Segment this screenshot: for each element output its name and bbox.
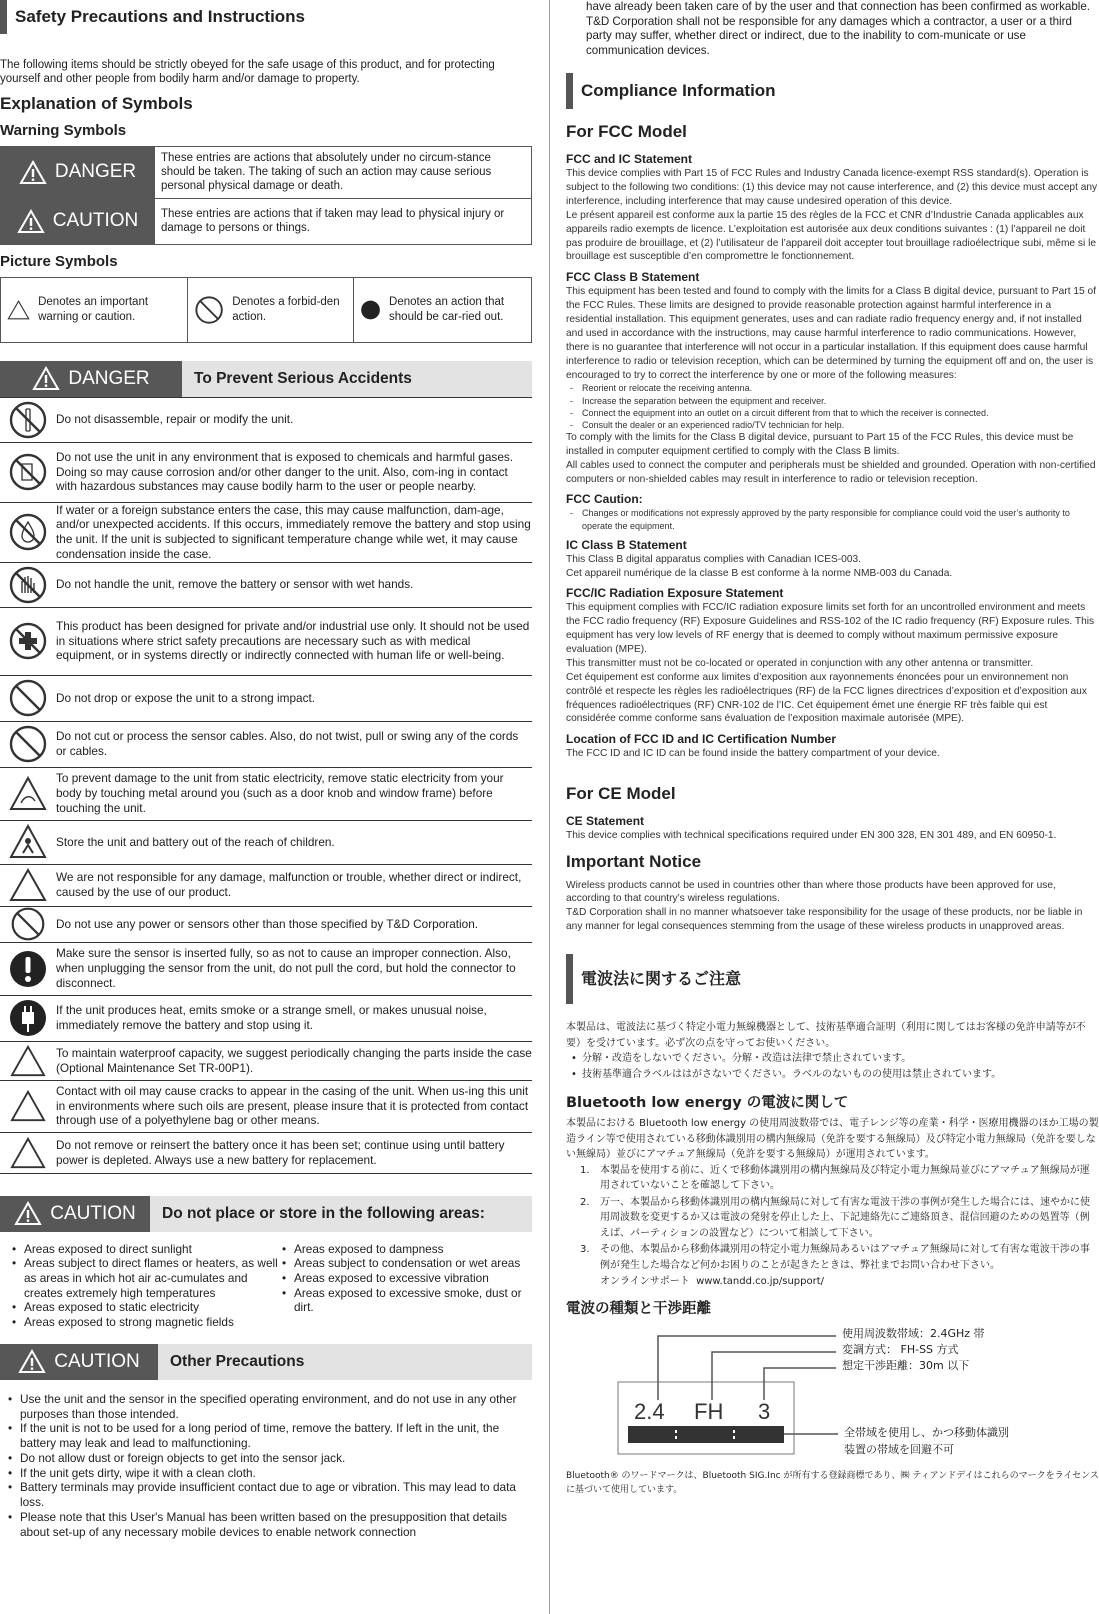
class-b-after-2: All cables used to connect the computer and peripherals must be shielded and grounded. Operation with non-certified computers or non-shielded cables may result in interference to radio or television reception. xyxy=(566,459,1096,485)
fcc-model-heading: For FCC Model xyxy=(566,121,687,141)
list-item: • 分解・改造をしないでください。分解・改造は法律で禁止されています。 xyxy=(566,1051,1099,1067)
unplug-icon xyxy=(8,998,48,1038)
jp-intro: 本製品は、電波法に基づく特定小電力無線機器として、技術基準適合証明（利用に関してはお客様の免許申請等が不要）を受けています。必ず次の点を守ってお使いください。 xyxy=(566,1022,1086,1049)
warning-symbols-heading: Warning Symbols xyxy=(0,122,127,139)
picture-cell-forbidden xyxy=(188,278,354,342)
code-modulation: FH xyxy=(694,1398,724,1424)
item-number: 2. xyxy=(580,1196,590,1208)
warning-symbols-table xyxy=(0,146,532,245)
class-b-after-1: To comply with the limits for the Class B digital device, pursuant to Part 15 of the FCC Rules, this device must be installed in computer equipment certified to comply with the Class B limits. xyxy=(566,431,1074,457)
prohibition-icon xyxy=(10,906,46,942)
trademark-note: Bluetooth® のワードマークは、Bluetooth SIG.Inc が所有する登録商標であり、㈱ ティアンドデイはこれらのマークをライセンスに基づいて使用しています。 xyxy=(566,1470,1099,1495)
list-item: • Battery terminals may provide insufficient contact due to age or vibration. This may lead to data loss. xyxy=(8,1480,532,1509)
ic-class-b-fr: Cet appareil numérique de la classe B est conforme à la norme NMB-003 du Canada. xyxy=(566,567,953,579)
danger-item xyxy=(0,1133,532,1174)
danger-item-text: Do not drop or expose the unit to a strong impact. xyxy=(56,690,316,705)
danger-item xyxy=(0,1042,532,1081)
support-label: オンラインサポート xyxy=(600,1276,690,1288)
support-line xyxy=(566,1274,1099,1290)
ce-text: This device complies with technical specifications required under EN 300 328, EN 301 489, and EN 60950-1. xyxy=(566,830,1057,842)
column-divider xyxy=(549,0,550,1614)
child-warning-icon xyxy=(8,823,48,861)
list-item xyxy=(580,1195,1099,1242)
picture-forbidden-text: Denotes a forbid-den action. xyxy=(232,296,340,323)
static-electricity-icon xyxy=(8,775,48,813)
ce-heading: CE Statement xyxy=(566,814,645,829)
storage-list-right xyxy=(282,1242,522,1330)
fcc-ic-heading: FCC and IC Statement xyxy=(566,152,693,167)
list-item: • Areas exposed to strong magnetic fields xyxy=(12,1315,282,1330)
danger-item xyxy=(0,996,532,1042)
danger-item xyxy=(0,443,532,503)
warning-row-danger xyxy=(1,147,531,199)
jp-bullets xyxy=(566,1051,1099,1082)
support-link[interactable]: www.tandd.co.jp/support/ xyxy=(696,1276,824,1288)
danger-item xyxy=(0,943,532,996)
danger-banner xyxy=(0,361,532,397)
triangle-warning-icon xyxy=(8,867,48,903)
ce-model-heading: For CE Model xyxy=(566,784,676,804)
safety-intro: The following items should be strictly obeyed for the safe usage of this product, and for protecting yourself and other people from bodily harm and/or damage to property. xyxy=(0,59,495,86)
danger-item-text: Do not remove or reinsert the battery once it has been set; continue using until battery power is depleted. Always use a new battery for replacement. xyxy=(56,1137,505,1167)
danger-item-text: Do not cut or process the sensor cables. Also, do not twist, pull or swing any of the cords or cables. xyxy=(56,729,519,758)
list-item: • If the unit is not to be used for a long period of time, remove the battery. If left in the unit, the battery may leak and lead to malfunctioning. xyxy=(8,1421,532,1450)
picture-symbols-table xyxy=(0,277,532,343)
storage-list-left xyxy=(12,1242,282,1330)
list-item: • Areas exposed to excessive vibration xyxy=(282,1271,522,1286)
list-item: - Consult the dealer or an experienced radio/TV technician for help. xyxy=(566,419,1099,431)
fcc-ic-text-fr: Le présent appareil est conforme aux la partie 15 des règles de la FCC et CNR d’Industrie Canada applicables aux appareils radio exempts de licence. L’exploitation est autorisée aux deux conditions suivantes : (1) l’appareil ne doit pas produire de brouillage, et (2) l’utilisateur de l’appareil doit accepter tout brouillage radioélectrique subi, même si le brouillage est susceptible d’en compromettre le fonctionnement. xyxy=(566,209,1097,263)
warning-triangle-icon xyxy=(18,1349,46,1374)
storage-banner xyxy=(0,1196,532,1232)
storage-banner-label xyxy=(0,1196,150,1232)
danger-item-text: Store the unit and battery out of the reach of children. xyxy=(56,834,335,849)
prohibition-icon xyxy=(8,724,48,764)
important-notice-2: T&D Corporation shall in no manner whatsoever take responsibility for the usage of these products, nor be liable in any manner for legal consequences stemming from the usage of these wireless products in unapproved areas. xyxy=(566,907,1083,933)
list-item: • Use the unit and the sensor in the specified operating environment, and do not use in any other purposes than those intended. xyxy=(8,1392,532,1421)
fcc-caution-heading: FCC Caution: xyxy=(566,492,643,507)
compliance-title: Compliance Information xyxy=(581,81,776,101)
rf-exposure-en-2: This transmitter must not be co-located or operated in conjunction with any other antenna or transmitter. xyxy=(566,657,1034,669)
important-notice-1: Wireless products cannot be used in countries other than where those products have been approved for use, according to that country’s wireless regulations. xyxy=(566,879,1056,905)
danger-item-text: Contact with oil may cause cracks to appear in the casing of the unit. When us-ing this unit in environments where such oils are present, please insure that it is protected from contact through use of a polyethylene bag or other means. xyxy=(56,1083,529,1128)
list-item: • 技術基準適合ラベルははがさないでください。ラベルのないものの使用は禁止されています。 xyxy=(566,1067,1099,1083)
class-b-heading: FCC Class B Statement xyxy=(566,270,700,285)
picture-symbols-heading: Picture Symbols xyxy=(0,252,118,270)
band-note-2: 装置の帯域を回避不可 xyxy=(844,1442,954,1456)
important-notice-heading: Important Notice xyxy=(566,852,702,872)
wave-heading: 電波の種類と干渉距離 xyxy=(566,1300,711,1317)
section-marker xyxy=(566,954,573,1004)
ble-heading: Bluetooth low energy の電波に関して xyxy=(566,1095,849,1112)
list-item: - Connect the equipment into an outlet on a circuit different from that to which the receiver is connected. xyxy=(566,407,1099,419)
danger-item-text: To maintain waterproof capacity, we suggest periodically changing the parts inside the case (Optional Maintenance Set TR-00P1). xyxy=(56,1045,532,1075)
picture-warning-text: Denotes an important warning or caution. xyxy=(38,296,149,323)
location-text: The FCC ID and IC ID can be found inside the battery compartment of your device. xyxy=(566,748,940,760)
caution-description: These entries are actions that if taken may lead to physical injury or damage to persons or things. xyxy=(161,207,505,235)
danger-item-text: To prevent damage to the unit from static electricity, remove static electricity from your body by touching metal around you (such as a door knob and window frame) before touching the unit. xyxy=(56,771,504,815)
rf-exposure-en: This equipment complies with FCC/IC radiation exposure limits set forth for an uncontrolled environment and meets the FCC radio frequency (RF) Exposure Guidelines and RSS-102 of the IC radio frequency (RF) Exposure rules. This equipment has very low levels of RF energy that is deemed to comply without maximum permissive exposure evaluation (MPE). xyxy=(566,602,1095,656)
item-text: 本製品を使用する前に、近くで移動体識別用の構内無線局及び特定小電力無線局並びにアマチュア無線局が運用されていないことを確認して下さい。 xyxy=(600,1164,1090,1192)
symbols-heading: Explanation of Symbols xyxy=(0,93,193,113)
list-item: • Areas exposed to excessive smoke, dust or dirt. xyxy=(282,1286,522,1315)
list-item: • Areas subject to condensation or wet areas xyxy=(282,1256,522,1271)
picture-cell-mandatory xyxy=(354,278,531,342)
other-banner xyxy=(0,1344,532,1380)
triangle-warning-icon xyxy=(8,1136,48,1170)
list-item: • Areas exposed to static electricity xyxy=(12,1300,282,1315)
other-banner-label xyxy=(0,1344,158,1380)
dist-label: 想定干渉距離：30m 以下 xyxy=(842,1358,970,1372)
list-item: • Please note that this User's Manual has been written based on the presupposition that details about set-up of any necessary mobile devices to enable network connection xyxy=(8,1510,532,1539)
danger-item xyxy=(0,1081,532,1133)
caution-label-text: CAUTION xyxy=(52,210,139,232)
danger-item-text: Make sure the sensor is inserted fully, so as not to cause an improper connection. Also, when unplugging the sensor from the unit, do not pull the cord, but hold the connector to disconnect. xyxy=(56,946,516,990)
location-heading: Location of FCC ID and IC Certification Number xyxy=(566,732,837,747)
right-column xyxy=(566,0,1099,1498)
prohibition-icon xyxy=(8,678,48,718)
danger-item xyxy=(0,821,532,865)
other-precautions-list xyxy=(0,1380,532,1539)
danger-item xyxy=(0,608,532,676)
mandatory-action-icon xyxy=(8,949,48,989)
danger-item-text: We are not responsible for any damage, malfunction or trouble, whether direct or indirect, caused by the use of our product. xyxy=(56,870,522,899)
list-item xyxy=(580,1242,1099,1273)
danger-banner-label xyxy=(0,361,182,397)
danger-item-text: Do not use any power or sensors other than those specified by T&D Corporation. xyxy=(56,916,479,931)
danger-item-text: This product has been designed for private and/or industrial use only. It should not be used in situations where strict safety precautions are necessary such as with medical equipment, or in systems directly or indirectly connected with human life or well-being. xyxy=(56,618,530,663)
mod-label: 変調方式： FH-SS 方式 xyxy=(842,1342,959,1356)
danger-list xyxy=(0,397,532,1174)
danger-item xyxy=(0,907,532,943)
no-disassembly-icon xyxy=(8,400,48,440)
danger-item-text: If the unit produces heat, emits smoke or a strange smell, or makes unusual noise, immediately remove the battery and stop using it. xyxy=(56,1003,487,1032)
item-number: 1. xyxy=(580,1164,590,1176)
danger-banner-label-text: DANGER xyxy=(68,367,150,389)
danger-item-text: Do not use the unit in any environment that is exposed to chemicals and harmful gases. Doing so may cause corrosion and/or other danger to the unit. Also, com-ing in contact with hazardous substances may cause bodily harm to the user or people nearby. xyxy=(56,449,514,494)
filled-circle-icon xyxy=(360,292,381,328)
danger-item xyxy=(0,398,532,443)
item-number: 3. xyxy=(580,1244,590,1256)
other-banner-title: Other Precautions xyxy=(170,1353,305,1371)
list-item: • Areas subject to direct flames or heaters, as well as areas in which hot air ac-cumulates and creates extremely high temperatures xyxy=(12,1256,282,1300)
fcc-caution-list xyxy=(566,507,1099,531)
no-water-icon xyxy=(8,512,48,552)
warning-row-caution xyxy=(1,199,531,244)
danger-item-text: Do not handle the unit, remove the battery or sensor with wet hands. xyxy=(56,577,414,592)
warning-triangle-icon xyxy=(32,366,60,391)
ic-class-b-en: This Class B digital apparatus complies with Canadian ICES-003. xyxy=(566,553,862,565)
list-item xyxy=(580,1163,1099,1194)
list-item: - Increase the separation between the equipment and receiver. xyxy=(566,395,1099,407)
list-item: - Reorient or relocate the receiving antenna. xyxy=(566,382,1099,394)
freq-label: 使用周波数帯域：2.4GHz 帯 xyxy=(842,1326,985,1340)
danger-item-text: If water or a foreign substance enters the case, this may cause malfunction, dam-age, and/or unexpected accidents. If this occurs, immediately remove the battery and stop using the unit. If the unit is subjected to significant temperature change while wet, it may cause condensation inside the case. xyxy=(56,502,531,561)
warning-triangle-icon xyxy=(14,1201,42,1226)
danger-item xyxy=(0,676,532,722)
ble-list xyxy=(566,1163,1099,1274)
other-precautions-continuation: have already been taken care of by the user and that connection has been confirmed as workable. T&D Corporation shall not be responsible for any damages which a contractor, a user or a third party may suffer, whether direct or indirect, due to the inability to com-municate or use communication devices. xyxy=(586,0,1091,58)
danger-item-text: Do not disassemble, repair or modify the unit. xyxy=(56,412,294,427)
list-item: - Changes or modifications not expressly approved by the party responsible for compliance could void the user’s authority to operate the equipment. xyxy=(566,507,1099,531)
triangle-warning-icon xyxy=(8,1089,48,1123)
danger-label xyxy=(1,147,155,198)
triangle-warning-icon xyxy=(8,1044,48,1078)
safety-title: Safety Precautions and Instructions xyxy=(15,7,306,27)
other-banner-label-text: CAUTION xyxy=(54,1351,140,1373)
picture-mandatory-text: Denotes an action that should be car-ried out. xyxy=(389,296,505,323)
storage-banner-title: Do not place or store in the following areas: xyxy=(162,1204,485,1222)
ic-class-b-heading: IC Class B Statement xyxy=(566,537,687,552)
rf-exposure-heading: FCC/IC Radiation Exposure Statement xyxy=(566,586,784,601)
list-item: • If the unit gets dirty, wipe it with a clean cloth. xyxy=(8,1466,532,1481)
item-text: その他、本製品から移動体識別用の特定小電力無線局あるいはアマチュア無線局に対して有害な電波干渉の事例が発生した場合など何かお困りのことが起きたときは、弊社までお問い合わせ下さい。 xyxy=(600,1244,1090,1271)
storage-banner-label-text: CAUTION xyxy=(50,1202,136,1224)
list-item: • Areas exposed to direct sunlight xyxy=(12,1242,282,1257)
ble-intro: 本製品における Bluetooth low energy の使用周波数帯では、電子レンジ等の産業・科学・医療用機器のほか工場の製造ライン等で使用されている移動体識別用の構内無線局（免許を要する無線局）及び特定小電力無線局（免許を要しない無線局）並びにアマチュア無線局（免許を要する無線局）が運用されています。 xyxy=(566,1118,1099,1161)
no-wet-hands-icon xyxy=(8,565,48,605)
section-marker xyxy=(566,73,573,109)
wave-diagram xyxy=(566,1324,1099,1462)
fcc-ic-text-en: This device complies with Part 15 of FCC Rules and Industry Canada licence-exempt RSS standard(s). Operation is subject to the following two conditions: (1) this device may not cause interference, and (2) this device must accept any interference, including interference that may cause undesired operation of this device. xyxy=(566,168,1098,207)
danger-item xyxy=(0,722,532,768)
safety-section-header xyxy=(0,0,532,34)
danger-banner-title: To Prevent Serious Accidents xyxy=(194,369,412,387)
section-marker xyxy=(0,0,7,34)
class-b-measures xyxy=(566,382,1099,431)
code-distance: 3 xyxy=(758,1398,771,1424)
jp-title: 電波法に関するご注意 xyxy=(581,969,742,989)
no-medical-icon xyxy=(8,621,48,661)
danger-description: These entries are actions that absolutely under no circum-stance should be taken. The taking of such an action may cause serious personal physical damage or death. xyxy=(161,151,492,193)
storage-lists xyxy=(0,1232,532,1330)
danger-item xyxy=(0,768,532,821)
code-frequency: 2.4 xyxy=(634,1398,665,1424)
list-item: • Areas exposed to dampness xyxy=(282,1242,522,1257)
danger-label-text: DANGER xyxy=(54,161,137,183)
danger-item xyxy=(0,865,532,907)
rf-exposure-fr: Cet équipement est conforme aux limites d’exposition aux rayonnements énoncées pour un environnement non contrôlé et respecte les règles les radioélectriques (RF) de la FCC lignes directrices d’exposition et d’exposition aux fréquences radioélectriques (RF) CNR-102 de l’IC. Cet équipement émet une énergie RF très faible qui est considérée comme conforme sans évaluation de l’exposition maximale autorisée (MPE). xyxy=(566,671,1087,725)
compliance-section-header xyxy=(566,73,1099,109)
class-b-text: This equipment has been tested and found to comply with the limits for a Class B digital device, pursuant to Part 15 of the FCC Rules. These limits are designed to provide reasonable protection against harmful interference in a residential installation. This equipment generates, uses and can radiate radio frequency energy and, if not installed and used in accordance with the instructions, may cause harmful interference to radio communications. However, there is no guarantee that interference will not occur in a particular installation. If this equipment does cause harmful interference to radio or television reception, which can be determined by turning the equipment off and on, the user is encouraged to try to correct the interference by one or more of the following measures: xyxy=(566,286,1097,381)
prohibition-icon xyxy=(194,291,224,329)
warning-triangle-icon xyxy=(19,160,47,185)
wave-diagram-lines xyxy=(566,1324,1099,1462)
item-text: 万一、本製品から移動体識別用の構内無線局に対して有害な電波干渉の事例が発生した場合には、速やかに使用周波数を変更するか又は電波の発射を停止した上、下記連絡先にご連絡頂き、混信回避のための処置等（例えば、パーティションの設置など）について相談して下さい。 xyxy=(600,1196,1090,1239)
danger-item xyxy=(0,503,532,563)
caution-label xyxy=(1,199,155,244)
picture-cell-warning xyxy=(1,278,188,342)
jp-section-header xyxy=(566,954,1099,1004)
warning-triangle-icon xyxy=(17,209,45,234)
danger-item xyxy=(0,563,532,608)
band-note-1: 全帯域を使用し、かつ移動体識別 xyxy=(844,1425,1009,1439)
triangle-warning-icon xyxy=(7,295,30,325)
left-column xyxy=(0,0,532,1539)
no-chemicals-icon xyxy=(8,452,48,492)
list-item: • Do not allow dust or foreign objects to get into the sensor jack. xyxy=(8,1451,532,1466)
